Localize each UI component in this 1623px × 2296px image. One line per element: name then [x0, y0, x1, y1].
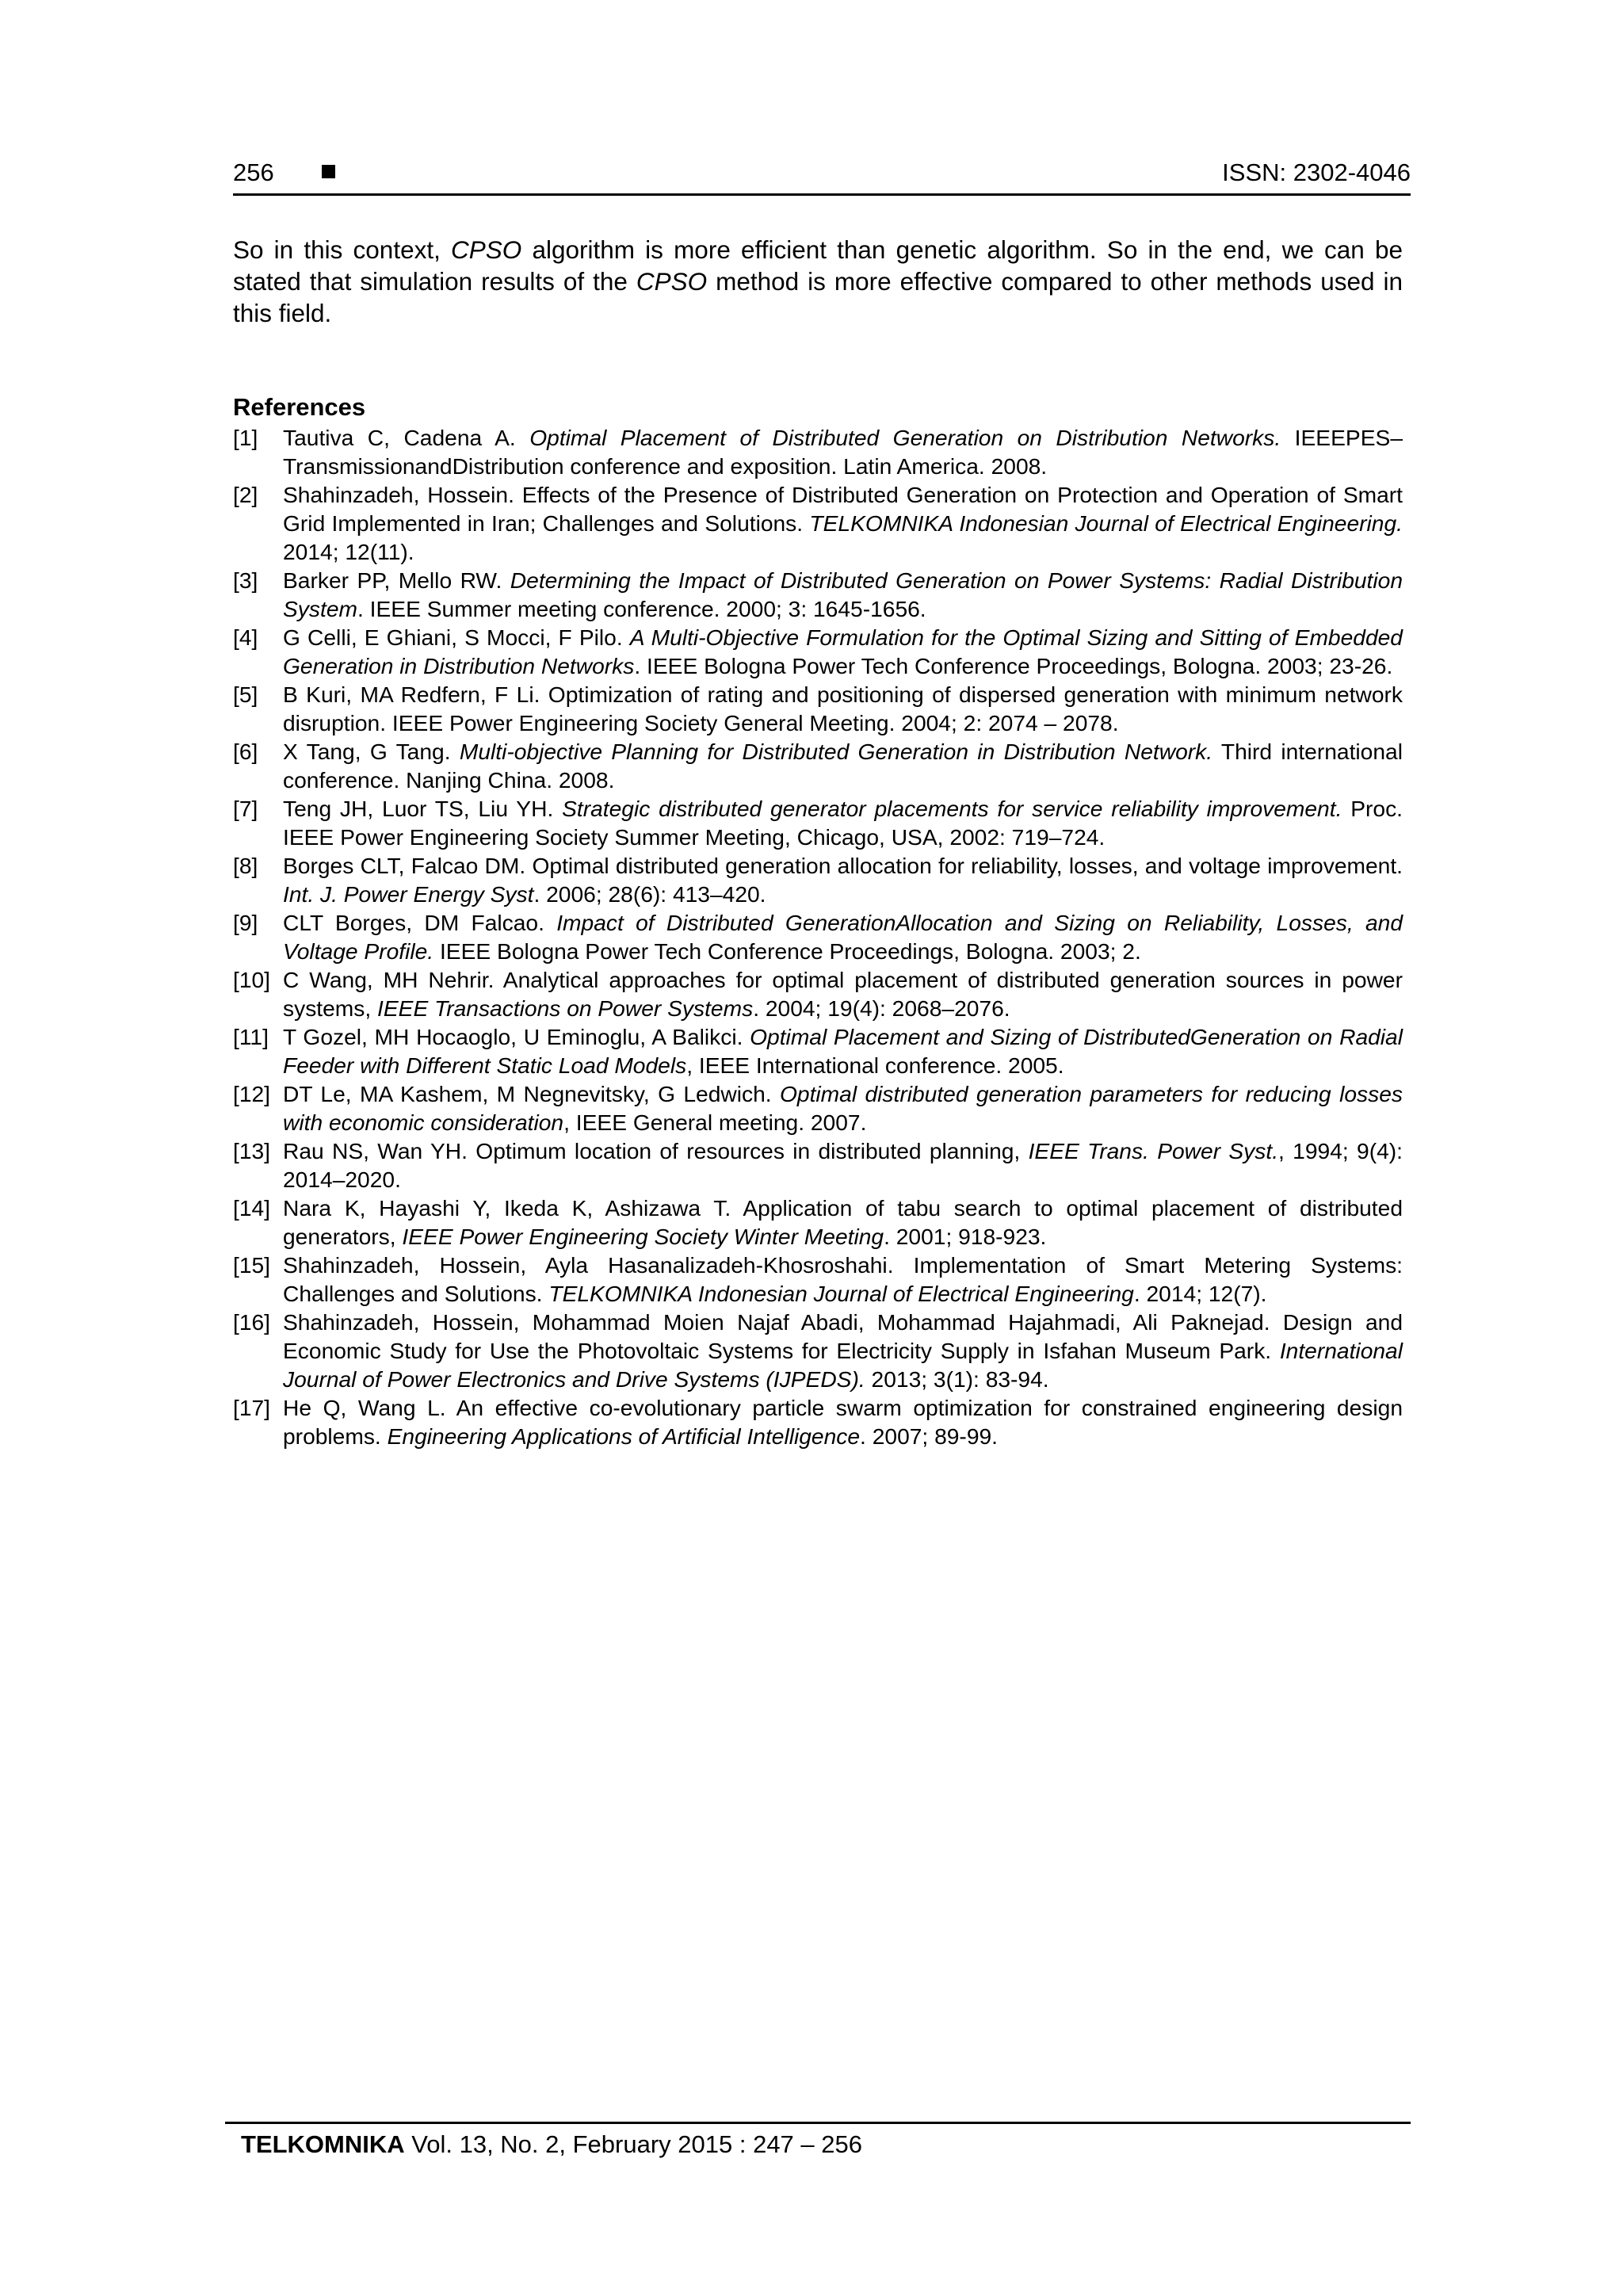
text-run: Nara K, Hayashi Y, Ikeda K, Ashizawa T. Application of tabu search to optimal placement of distributed generators,	[283, 1195, 1403, 1249]
reference-item	[233, 566, 1403, 623]
reference-item	[233, 794, 1403, 851]
text-run: DT Le, MA Kashem, M Negnevitsky, G Ledwich.	[283, 1081, 780, 1106]
italic-text: TELKOMNIKA Indonesian Journal of Electrical Engineering	[548, 1281, 1134, 1306]
text-run: , 1994; 9(4): 2014–2020.	[283, 1138, 1403, 1192]
text-run: Third international conference. Nanjing China. 2008.	[283, 739, 1403, 793]
reference-text	[283, 625, 1403, 678]
text-run: Shahinzadeh, Hossein. Effects of the Presence of Distributed Generation on Protection and Operation of Smart Grid Implemented in Iran; Challenges and Solutions.	[283, 482, 1403, 536]
reference-number: [11]	[233, 1024, 269, 1049]
text-run: 2013; 3(1): 83-94.	[865, 1366, 1049, 1392]
reference-number: [1]	[233, 425, 258, 450]
reference-number: [6]	[233, 739, 258, 764]
reference-item	[233, 965, 1403, 1022]
text-run: B Kuri, MA Redfern, F Li. Optimization of rating and positioning of dispersed generation with minimum network disruption. IEEE Power Engineering Society General Meeting. 2004; 2: 2074 – 2078.	[283, 682, 1403, 735]
italic-text: Determining the Impact of Distributed Generation on Power Systems: Radial Distribution System	[283, 567, 1403, 621]
square-bullet-icon	[322, 165, 335, 178]
italic-text: IEEE Power Engineering Society Winter Meeting	[402, 1224, 884, 1249]
text-run: . 2007; 89-99.	[860, 1423, 999, 1449]
reference-text	[283, 1395, 1403, 1449]
journal-citation: Vol. 13, No. 2, February 2015 : 247 – 256	[404, 2130, 862, 2158]
text-run: . 2001; 918-923.	[884, 1224, 1047, 1249]
text-run: . IEEE Summer meeting conference. 2000; 3: 1645-1656.	[357, 596, 926, 621]
reference-number: [4]	[233, 625, 258, 650]
text-run: G Celli, E Ghiani, S Mocci, F Pilo.	[283, 625, 630, 650]
italic-text: Optimal distributed generation parameters for reducing losses with economic consideration	[283, 1081, 1403, 1135]
reference-number: [3]	[233, 567, 258, 593]
text-run: Barker PP, Mello RW.	[283, 567, 510, 593]
reference-number: [2]	[233, 482, 258, 507]
text-run: , IEEE International conference. 2005.	[686, 1052, 1064, 1078]
reference-number: [14]	[233, 1195, 271, 1221]
text-run: Teng JH, Luor TS, Liu YH.	[283, 796, 563, 821]
reference-item	[233, 908, 1403, 965]
text-run: Shahinzadeh, Hossein, Mohammad Moien Najaf Abadi, Mohammad Hajahmadi, Ali Paknejad. Design and Economic Study for Use the Photovoltaic Systems for Electricity Supply in Isfahan Museum Park.	[283, 1309, 1403, 1363]
reference-number: [12]	[233, 1081, 271, 1106]
reference-number: [17]	[233, 1395, 271, 1420]
text-run: CLT Borges, DM Falcao.	[283, 910, 557, 935]
reference-item	[233, 623, 1403, 680]
reference-item	[233, 1251, 1403, 1308]
italic-text: Optimal Placement of Distributed Generation on Distribution Networks.	[529, 425, 1281, 450]
text-run: C Wang, MH Nehrir. Analytical approaches for optimal placement of distributed generation sources in power systems,	[283, 967, 1403, 1021]
reference-item	[233, 1079, 1403, 1137]
text-run: Tautiva C, Cadena A.	[283, 425, 530, 450]
reference-number: [13]	[233, 1138, 271, 1163]
text-run: Borges CLT, Falcao DM. Optimal distributed generation allocation for reliability, losses, and voltage improvement.	[283, 853, 1403, 878]
reference-item	[233, 851, 1403, 908]
reference-text	[283, 853, 1403, 907]
text-run: He Q, Wang L. An effective co-evolutionary particle swarm optimization for constrained engineering design problems.	[283, 1395, 1403, 1449]
reference-item	[233, 423, 1403, 480]
text-run: Proc. IEEE Power Engineering Society Summer Meeting, Chicago, USA, 2002: 719–724.	[283, 796, 1403, 850]
reference-text	[283, 1138, 1403, 1192]
reference-text	[283, 1195, 1403, 1249]
reference-text	[283, 1252, 1403, 1306]
text-run: 2014; 12(11).	[283, 539, 414, 564]
issn-label: ISSN: 2302-4046	[1222, 159, 1411, 186]
italic-text: Multi-objective Planning for Distributed Generation in Distribution Network.	[459, 739, 1213, 764]
body-paragraph	[233, 234, 1403, 329]
italic-text: CPSO	[451, 235, 522, 264]
text-run: . 2004; 19(4): 2068–2076.	[753, 995, 1010, 1021]
reference-text	[283, 1309, 1403, 1392]
reference-number: [15]	[233, 1252, 271, 1278]
reference-number: [8]	[233, 853, 258, 878]
page-footer	[225, 2122, 1411, 2162]
text-run: X Tang, G Tang.	[283, 739, 460, 764]
reference-text	[283, 425, 1403, 479]
reference-item	[233, 680, 1403, 737]
italic-text: CPSO	[636, 267, 708, 296]
text-run: Rau NS, Wan YH. Optimum location of resources in distributed planning,	[283, 1138, 1029, 1163]
text-run: Shahinzadeh, Hossein, Ayla Hasanalizadeh-Khosroshahi. Implementation of Smart Metering Systems: Challenges and Solutions.	[283, 1252, 1403, 1306]
italic-text: Optimal Placement and Sizing of DistributedGeneration on Radial Feeder with Different Static Load Models	[283, 1024, 1403, 1078]
reference-text	[283, 482, 1403, 564]
text-run: , IEEE General meeting. 2007.	[563, 1110, 867, 1135]
reference-text	[283, 739, 1403, 793]
reference-item	[233, 1194, 1403, 1251]
journal-name: TELKOMNIKA	[241, 2130, 405, 2158]
text-run: So in this context,	[233, 235, 452, 264]
italic-text: A Multi-Objective Formulation for the Optimal Sizing and Sitting of Embedded Generation in Distribution Networks	[283, 625, 1403, 678]
reference-text	[283, 682, 1403, 735]
italic-text: IEEE Trans. Power Syst.	[1028, 1138, 1279, 1163]
italic-text: Impact of Distributed GenerationAllocation and Sizing on Reliability, Losses, and Voltage Profile.	[283, 910, 1403, 964]
italic-text: Engineering Applications of Artificial Intelligence	[387, 1423, 861, 1449]
text-run: . 2006; 28(6): 413–420.	[533, 881, 766, 907]
reference-list	[233, 423, 1403, 1450]
reference-item	[233, 1393, 1403, 1450]
reference-number: [7]	[233, 796, 258, 821]
reference-item	[233, 1022, 1403, 1079]
reference-number: [5]	[233, 682, 258, 707]
text-run: . IEEE Bologna Power Tech Conference Proceedings, Bologna. 2003; 23-26.	[634, 653, 1393, 678]
reference-item	[233, 737, 1403, 794]
text-run: IEEEPES–TransmissionandDistribution conference and exposition. Latin America. 2008.	[283, 425, 1403, 479]
reference-text	[283, 796, 1403, 850]
text-run: algorithm is more efficient than genetic algorithm. So in the end, we can be stated that simulation results of the	[233, 235, 1403, 296]
reference-text	[283, 910, 1403, 964]
reference-text	[283, 567, 1403, 621]
reference-item	[233, 1137, 1403, 1194]
text-run: method is more effective compared to other methods used in this field.	[233, 267, 1403, 327]
text-run: IEEE Bologna Power Tech Conference Proceedings, Bologna. 2003; 2.	[433, 938, 1141, 964]
reference-number: [9]	[233, 910, 258, 935]
italic-text: Int. J. Power Energy Syst	[283, 881, 534, 907]
reference-number: [16]	[233, 1309, 271, 1335]
italic-text: TELKOMNIKA Indonesian Journal of Electrical Engineering.	[809, 510, 1403, 536]
text-run: . 2014; 12(7).	[1133, 1281, 1267, 1306]
page-number: 256	[233, 159, 274, 186]
reference-item	[233, 480, 1403, 566]
italic-text: Strategic distributed generator placements for service reliability improvement.	[562, 796, 1342, 821]
reference-text	[283, 967, 1403, 1021]
reference-text	[283, 1081, 1403, 1135]
italic-text: IEEE Transactions on Power Systems	[377, 995, 754, 1021]
reference-text	[283, 1024, 1403, 1078]
text-run: T Gozel, MH Hocaoglo, U Eminoglu, A Balikci.	[283, 1024, 750, 1049]
reference-number: [10]	[233, 967, 271, 992]
italic-text: International Journal of Power Electronics and Drive Systems (IJPEDS).	[283, 1338, 1403, 1392]
reference-item	[233, 1308, 1403, 1393]
references-heading: References	[233, 393, 366, 421]
page-header	[233, 154, 1411, 196]
